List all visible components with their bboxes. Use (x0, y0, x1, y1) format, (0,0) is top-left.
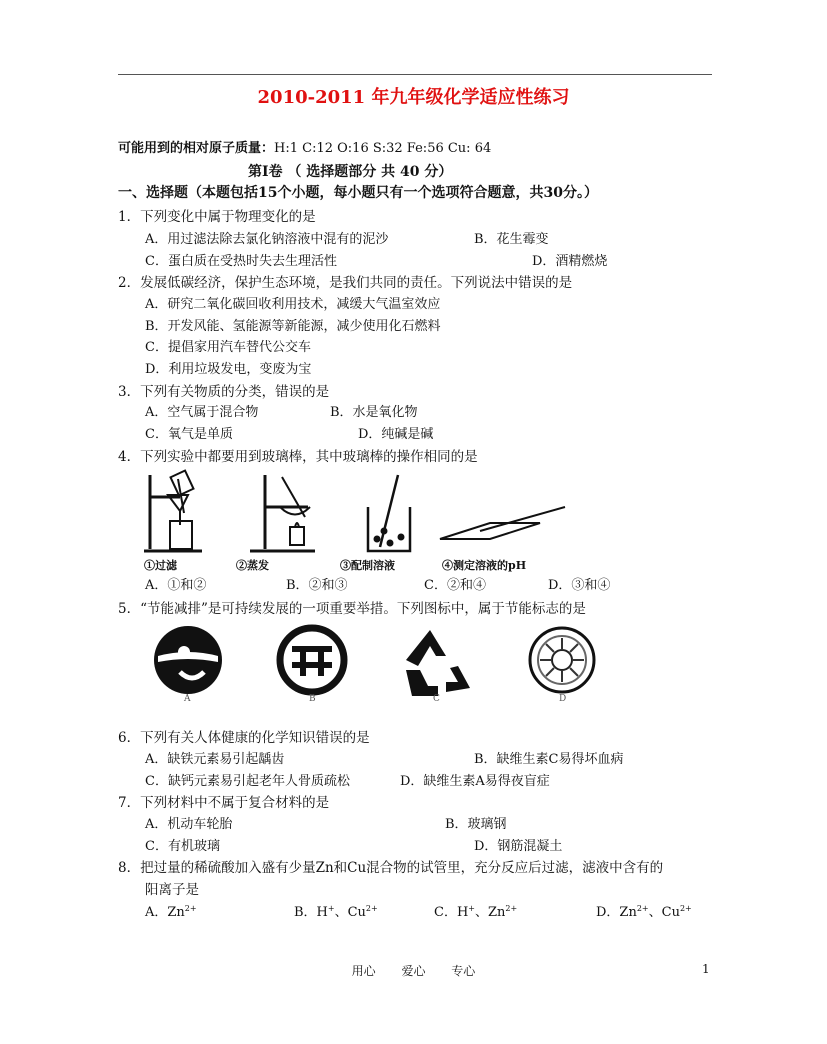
q6-stem: 6．下列有关人体健康的化学知识错误的是 (118, 730, 370, 746)
q8-stem-line2: 阳离子是 (145, 882, 199, 898)
q3-option-d: D．纯碱是碱 (358, 427, 434, 442)
q2-option-a: A．研究二氧化碳回收利用技术，减缓大气温室效应 (145, 297, 441, 312)
page-footer: 用心 爱心 专心 (351, 964, 476, 978)
q4-option-d: D．③和④ (548, 578, 611, 593)
q5-stem: 5．“节能减排”是可持续发展的一项重要举措。下列图标中，属于节能标志的是 (118, 601, 586, 617)
header-rule (118, 74, 712, 75)
section-heading: 第Ⅰ卷 （ 选择题部分 共 40 分） (248, 164, 453, 180)
logo-label-d: D (559, 694, 567, 704)
q2-option-c: C．提倡家用汽车替代公交车 (145, 340, 311, 355)
q2-option-d: D．利用垃圾发电，变废为宝 (145, 362, 312, 377)
logo-label-c: C (433, 694, 440, 704)
q2-option-b: B．开发风能、氢能源等新能源，减少使用化石燃料 (145, 319, 441, 334)
q8-c-mid: 、Zn (475, 905, 506, 920)
q4-option-b: B．②和③ (286, 578, 348, 593)
q8-b-text: B．H (294, 905, 328, 920)
q6-option-c: C．缺钙元素易引起老年人骨质疏松 (145, 774, 350, 789)
q4-caption-2: ②蒸发 (236, 559, 269, 572)
q4-caption-1: ①过滤 (144, 559, 177, 572)
atomic-masses-values: H:1 C:12 O:16 S:32 Fe:56 Cu: 64 (274, 141, 492, 156)
q1-option-c: C．蛋白质在受热时失去生理活性 (145, 254, 337, 269)
q7-stem: 7．下列材料中不属于复合材料的是 (118, 795, 330, 811)
q6-option-d: D．缺维生素A易得夜盲症 (400, 774, 550, 789)
filtration-apparatus-icon (144, 471, 202, 551)
recycle-logo-icon (406, 630, 470, 696)
q8-d-text: D．Zn (596, 905, 637, 920)
q3-option-c: C．氧气是单质 (145, 427, 233, 442)
q8-stem-line1: 8．把过量的稀硫酸加入盛有少量Zn和Cu混合物的试管里，充分反应后过滤，滤液中含有的 (118, 860, 664, 876)
ph-test-icon (440, 507, 565, 539)
q8-option-a (145, 901, 197, 920)
energy-logos-figure (140, 622, 620, 707)
q8-d-charge-1: 2+ (636, 904, 649, 913)
q8-c-charge-2: 2+ (505, 904, 518, 913)
q8-d-charge-2: 2+ (679, 904, 692, 913)
q8-option-d (596, 901, 692, 920)
atomic-masses (118, 137, 491, 156)
q8-d-mid: 、Cu (648, 905, 680, 920)
q8-a-text: A．Zn (145, 905, 185, 920)
q1-stem: 1．下列变化中属于物理变化的是 (118, 209, 316, 225)
q2-stem: 2．发展低碳经济，保护生态环境，是我们共同的责任。下列说法中错误的是 (118, 275, 573, 291)
q6-option-b: B．缺维生素C易得坏血病 (474, 752, 624, 767)
q4-stem: 4．下列实验中都要用到玻璃棒，其中玻璃棒的操作相同的是 (118, 449, 478, 465)
q3-option-b: B．水是氧化物 (330, 405, 418, 420)
q8-c-text: C．H (434, 905, 469, 920)
atomic-masses-label: 可能用到的相对原子质量： (118, 141, 275, 156)
q4-caption-4: ④测定溶液的pH (442, 559, 527, 572)
q4-option-c: C．②和④ (424, 578, 486, 593)
q8-b-charge-2: 2+ (365, 904, 378, 913)
evaporation-apparatus-icon (250, 475, 315, 551)
q4-option-a: A．①和② (145, 578, 207, 593)
solution-preparation-icon (368, 475, 410, 551)
q6-option-a: A．缺铁元素易引起龋齿 (145, 752, 285, 767)
logo-label-b: B (309, 694, 316, 704)
q7-option-a: A．机动车轮胎 (145, 817, 233, 832)
q3-stem: 3．下列有关物质的分类，错误的是 (118, 384, 330, 400)
logo-label-a: A (184, 694, 191, 704)
q3-option-a: A．空气属于混合物 (145, 405, 259, 420)
logo-b-icon (280, 628, 344, 692)
q8-b-mid: 、Cu (334, 905, 366, 920)
q8-a-charge: 2+ (184, 904, 197, 913)
q1-option-d: D．酒精燃烧 (532, 254, 608, 269)
q1-option-a: A．用过滤法除去氯化钠溶液中混有的泥沙 (145, 232, 389, 247)
logo-a-icon (154, 626, 222, 694)
q8-option-c (434, 901, 517, 920)
q4-caption-3: ③配制溶液 (340, 559, 395, 572)
q7-option-c: C．有机玻璃 (145, 839, 220, 854)
q7-option-d: D．钢筋混凝土 (474, 839, 563, 854)
part-heading: 一、选择题（本题包括15个小题，每小题只有一个选项符合题意，共30分。） (118, 185, 598, 201)
q8-b-charge-1: + (327, 904, 335, 913)
logo-d-icon (530, 628, 594, 692)
page-title: 2010-2011 年九年级化学适应性练习 (257, 87, 570, 108)
q8-c-charge-1: + (468, 904, 475, 913)
q8-option-b (294, 901, 378, 920)
page-number: 1 (702, 962, 710, 976)
q1-option-b: B．花生霉变 (474, 232, 549, 247)
q7-option-b: B．玻璃钢 (445, 817, 507, 832)
